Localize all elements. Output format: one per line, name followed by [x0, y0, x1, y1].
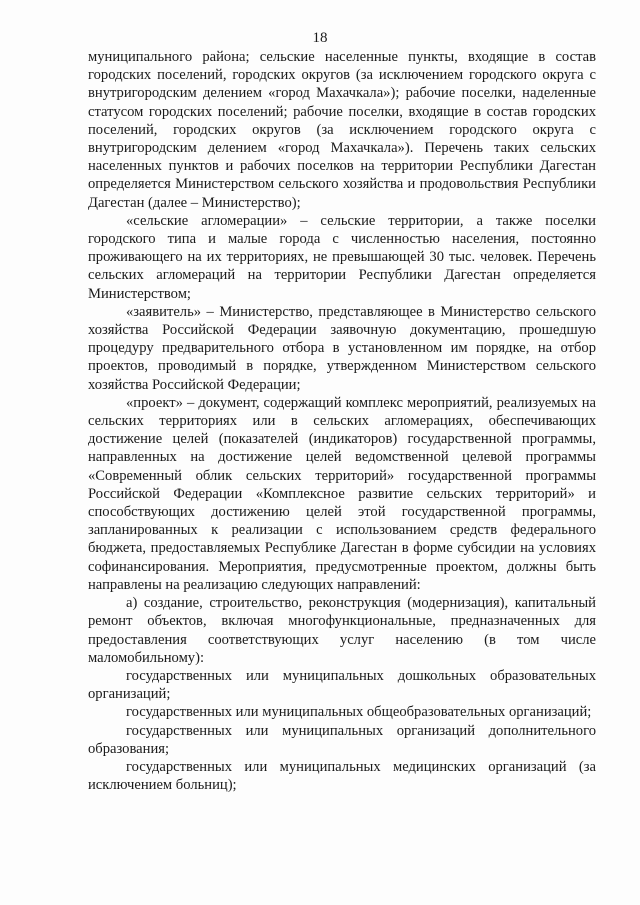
- paragraph-preschool-organizations: государственных или муниципальных дошкольных образовательных организаций;: [88, 667, 596, 703]
- paragraph-medical-organizations: государственных или муниципальных медицинских организаций (за исключением больниц);: [88, 758, 596, 794]
- paragraph-general-education-organizations: государственных или муниципальных общеобразовательных организаций;: [126, 704, 592, 721]
- paragraph-rural-agglomerations: «сельские агломерации» – сельские территории, а также поселки городского типа и малые города с численностью населения, постоянно проживающего на их территориях, не превышающей 30 тыс. человек. Перечень сельских агломераций на территории Республики Дагестан определяется Министерством;: [88, 212, 596, 302]
- page-number: 18: [312, 30, 328, 46]
- paragraph-applicant: «заявитель» – Министерство, представляющее в Министерство сельского хозяйства Российской Федерации заявочную документацию, прошедшую процедуру предварительного отбора в установленном им порядке, на отбор проектов, проводимый в порядке, утвержденном Министерством сельского хозяйства Российской Федерации;: [88, 303, 596, 393]
- paragraph-additional-education-organizations: государственных или муниципальных организаций дополнительного образования;: [88, 722, 596, 757]
- paragraph-rural-settlements: муниципального района; сельские населенные пункты, входящие в состав городских поселений, городских округов (за исключением городского округа с внутригородским делением «город Махачкала»); рабочие поселки, наделенные статусом городских поселений; рабочие поселки, входящие в состав городских поселений, городских округов (за исключением городского округа с внутригородским делением «город Махачкала»). Перечень таких сельских населенных пунктов и рабочих поселков на территории Республики Дагестан определяется Министерством сельского хозяйства и продовольствия Республики Дагестан (далее – Министерство);: [88, 49, 596, 211]
- paragraph-project: «проект» – документ, содержащий комплекс мероприятий, реализуемых на сельских территориях или в сельских агломерациях, обеспечивающих достижение целей (показателей (индикаторов) государственной программы, направленных на достижение целей ведомственной целевой программы «Современный облик сельских территорий» государственной программы Российской Федерации «Комплексное развитие сельских территорий» и способствующих достижению целей этой государственной программы, запланированных к реализации с использованием средств федерального бюджета, предоставляемых Республике Дагестан в форме субсидии на условиях софинансирования. Мероприятия, предусмотренные проектом, должны быть направлены на реализацию следующих направлений:: [88, 394, 596, 593]
- paragraph-item-a: а) создание, строительство, реконструкция (модернизация), капитальный ремонт объектов, включая многофункциональные, предназначенных для предоставления соответствующих услуг населению (в том числе маломобильному):: [88, 595, 596, 666]
- document-body: [88, 48, 596, 794]
